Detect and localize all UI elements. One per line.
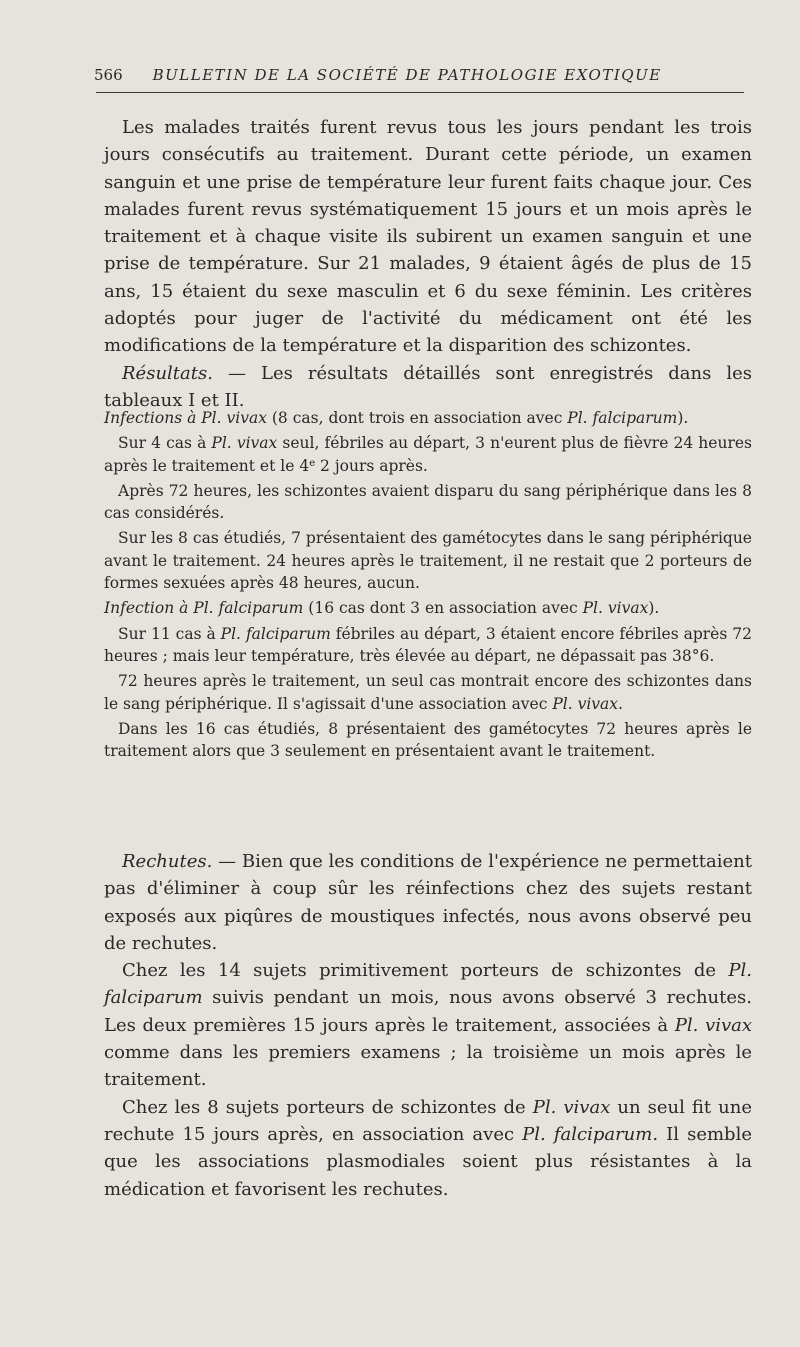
falciparum-p2-species: Pl. vivax bbox=[552, 694, 619, 713]
vivax-paragraph-2: Après 72 heures, les schizontes avaient disparu du sang périphérique dans les 8 cas considérés. bbox=[104, 481, 752, 523]
relapses-p3-species2: Pl. falciparum bbox=[522, 1123, 653, 1145]
running-title: BULLETIN DE LA SOCIÉTÉ DE PATHOLOGIE EXOTIQUE bbox=[152, 66, 662, 84]
page-header bbox=[94, 66, 744, 84]
falciparum-p1-b: fébriles au départ, 3 étaient encore fébriles après 72 heures ; mais leur température, très élevée au départ, ne dépassait pas 38°6. bbox=[104, 624, 752, 665]
header-rule bbox=[96, 92, 744, 93]
falciparum-p1-a: Sur 11 cas à bbox=[118, 624, 221, 643]
falciparum-paragraph-2 bbox=[104, 670, 752, 715]
vivax-heading-species: Pl. falciparum bbox=[567, 409, 678, 427]
falciparum-heading-end: ). bbox=[648, 599, 660, 618]
relapses-p3-c: . Il semble que les associations plasmodiales soient plus résistantes à la médication et favorisent les rechutes. bbox=[104, 1123, 752, 1200]
falciparum-heading bbox=[104, 597, 752, 619]
falciparum-heading-species: Pl. vivax bbox=[582, 599, 649, 618]
vivax-heading-title: Infections à Pl. vivax bbox=[104, 409, 267, 427]
vivax-p1-c: 2 jours après. bbox=[315, 456, 428, 475]
vivax-heading-end: ). bbox=[677, 409, 689, 427]
vivax-p1-a: Sur 4 cas à bbox=[118, 434, 212, 453]
results-text: — Les résultats détaillés sont enregistrés dans les tableaux I et II. bbox=[104, 362, 752, 411]
relapses-p2-species: Pl. falciparum bbox=[104, 960, 752, 1009]
falciparum-p2-a: 72 heures après le traitement, un seul cas montrait encore des schizontes dans le sang périphérique. Il s'agissait d'une association avec bbox=[104, 672, 752, 713]
relapses-p1-text: — Bien que les conditions de l'expérience ne permettaient pas d'éliminer à coup sûr les réinfections chez des sujets restant exposés aux piqûres de moustiques infectés, nous avons observé peu de rechutes. bbox=[104, 851, 752, 954]
relapses-paragraph-3 bbox=[104, 1094, 752, 1203]
relapses-paragraph-2 bbox=[104, 957, 752, 1093]
vivax-p1-species: Pl. vivax bbox=[211, 434, 278, 453]
falciparum-p1-species: Pl. falciparum bbox=[220, 624, 331, 643]
relapses-section bbox=[104, 848, 752, 1203]
intro-section bbox=[104, 114, 752, 414]
vivax-p1-sup: e bbox=[309, 457, 316, 469]
relapses-p2-species2: Pl. vivax bbox=[674, 1014, 753, 1036]
falciparum-paragraph-3: Dans les 16 cas étudiés, 8 présentaient des gamétocytes 72 heures après le traitement alors que 3 seulement en présentaient avant le traitement. bbox=[104, 719, 752, 761]
falciparum-heading-text: (16 cas dont 3 en association avec bbox=[303, 599, 583, 618]
relapses-p3-a: Chez les 8 sujets porteurs de schizontes de bbox=[122, 1096, 533, 1118]
relapses-label: Rechutes. bbox=[122, 851, 213, 872]
intro-paragraph: Les malades traités furent revus tous les jours pendant les trois jours consécutifs au traitement. Durant cette période, un examen sanguin et une prise de température leur furent faits chaque jour. Ces malades furent revus systématiquement 15 jours et un mois après le traitement et à chaque visite ils subirent un examen sanguin et une prise de température. Sur 21 malades, 9 étaient âgés de plus de 15 ans, 15 étaient du sexe masculin et 6 du sexe féminin. Les critères adoptés pour juger de l'activité du médicament ont été les modifications de la température et la disparition des schizontes. bbox=[104, 117, 752, 357]
relapses-p2-a: Chez les 14 sujets primitivement porteurs de schizontes de bbox=[122, 960, 729, 982]
vivax-heading bbox=[104, 407, 752, 429]
vivax-paragraph-1 bbox=[104, 432, 752, 477]
relapses-p3-b: un seul fit une rechute 15 jours après, en association avec bbox=[104, 1096, 752, 1145]
vivax-paragraph-3: Sur les 8 cas étudiés, 7 présentaient des gamétocytes dans le sang périphérique avant le traitement. 24 heures après le traitement, il ne restait que 2 porteurs de formes sexuées après 48 heures, aucun. bbox=[104, 529, 752, 593]
vivax-p1-b: seul, fébriles au départ, 3 n'eurent plus de fièvre 24 heures après le traitement et le 4 bbox=[104, 434, 752, 475]
falciparum-heading-title: Infection à Pl. falciparum bbox=[104, 599, 304, 618]
relapses-p2-b: suivis pendant un mois, nous avons observé 3 rechutes. Les deux premières 15 jours après le traitement, associées à bbox=[104, 987, 752, 1036]
relapses-p3-species: Pl. vivax bbox=[532, 1096, 611, 1118]
page-number: 566 bbox=[94, 66, 123, 84]
relapses-p2-c: comme dans les premiers examens ; la troisième un mois après le traitement. bbox=[104, 1042, 752, 1091]
results-label: Résultats. bbox=[122, 362, 213, 384]
falciparum-p2-end: . bbox=[618, 694, 623, 713]
falciparum-paragraph-1 bbox=[104, 623, 752, 668]
infections-section bbox=[104, 407, 752, 765]
vivax-heading-text: (8 cas, dont trois en association avec bbox=[266, 409, 568, 427]
relapses-paragraph-1 bbox=[104, 848, 752, 957]
